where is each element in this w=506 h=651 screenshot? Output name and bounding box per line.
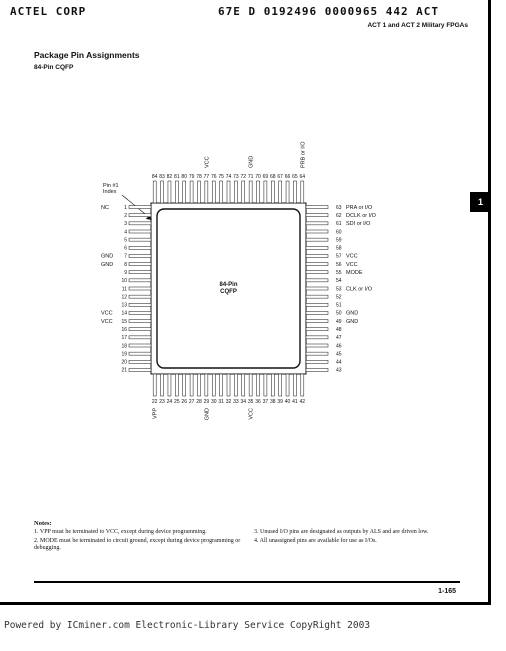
pin-number: 77	[203, 174, 210, 180]
pin-lead	[183, 374, 186, 396]
pin-lead	[129, 311, 151, 314]
pin-number: 18	[121, 343, 127, 350]
pin-number: 15	[121, 318, 127, 325]
pin-lead	[286, 181, 289, 203]
pin-number: 74	[225, 174, 232, 180]
pin-number: 36	[255, 399, 261, 405]
pin-number: 42	[299, 399, 306, 405]
pin-lead	[227, 374, 230, 396]
pin-number: 16	[121, 327, 127, 334]
pin-signal-label: GND	[346, 310, 359, 317]
pin-lead	[129, 238, 151, 241]
pin-lead	[220, 181, 223, 203]
pin-index-label: Pin #1	[103, 183, 119, 189]
pin-number: 53	[336, 286, 342, 293]
pin-number: 76	[210, 174, 217, 180]
page-number: 1-165	[438, 588, 456, 595]
pin-number: 30	[210, 399, 217, 405]
pin-signal-label: VCC	[346, 253, 358, 260]
pin-number: 6	[124, 245, 127, 252]
pin-number: 61	[336, 221, 342, 228]
pin-lead	[234, 181, 237, 203]
header-code: 67E D 0192496 0000965 442 ACT	[218, 5, 440, 18]
pin-signal-label: GND	[346, 318, 359, 325]
pin-lead	[129, 295, 151, 298]
pin-number: 17	[121, 335, 127, 342]
pin-number: 71	[247, 174, 254, 180]
pin-lead	[306, 254, 328, 257]
pin-number: 5	[124, 237, 127, 244]
pin-index-label: Index	[103, 189, 117, 195]
pin-signal-label: CLK or I/O	[346, 286, 372, 293]
pin-lead	[306, 360, 328, 363]
pin-lead	[129, 360, 151, 363]
pin-lead	[301, 374, 304, 396]
pin-number: 75	[218, 174, 224, 180]
pin-number: 81	[174, 174, 180, 180]
pin-lead	[271, 181, 274, 203]
pin-number: 55	[336, 270, 342, 277]
pin-signal-label: VCC	[101, 318, 113, 325]
pin-lead	[129, 328, 151, 331]
pin-lead	[129, 271, 151, 274]
pin-signal-label: MODE	[346, 270, 363, 277]
pin-lead	[306, 344, 328, 347]
pin-signal-label: VCC	[101, 310, 113, 317]
pin-number: 32	[225, 399, 232, 405]
pin-number: 54	[336, 278, 342, 285]
pin-signal-label: VCC	[346, 261, 358, 268]
pin-lead	[220, 374, 223, 396]
pin-lead	[249, 181, 252, 203]
pin-number: 84	[151, 174, 158, 180]
pin-signal-label: GND	[101, 253, 114, 260]
pin-number: 7	[124, 253, 127, 260]
pin-lead	[257, 374, 260, 396]
pin-number: 47	[336, 335, 342, 342]
pin-number: 13	[121, 302, 127, 309]
pin-lead	[306, 368, 328, 371]
pin-lead	[242, 374, 245, 396]
pin-number: 35	[247, 399, 254, 405]
pin-lead	[183, 181, 186, 203]
pin-number: 57	[336, 253, 342, 260]
pin-lead	[129, 230, 151, 233]
pin-signal-label: DCLK or I/O	[346, 213, 376, 220]
pin-lead	[205, 181, 208, 203]
pin-number: 23	[159, 399, 165, 405]
pin-number: 10	[121, 278, 127, 285]
pin-number: 8	[124, 261, 127, 268]
pin-number: 80	[181, 174, 187, 180]
pin-lead	[306, 263, 328, 266]
notes-title: Notes:	[34, 520, 52, 527]
pin-number: 51	[336, 302, 342, 309]
pin-lead	[129, 279, 151, 282]
pin-lead	[306, 279, 328, 282]
pin-lead	[175, 374, 178, 396]
pin-number: 48	[336, 327, 342, 334]
pin-lead	[129, 368, 151, 371]
pin-lead	[306, 238, 328, 241]
pin-number: 68	[270, 174, 276, 180]
pin-number: 73	[233, 174, 239, 180]
pin-number: 2	[124, 213, 127, 220]
pin-lead	[306, 230, 328, 233]
pin-number: 58	[336, 245, 342, 252]
pin-lead	[161, 374, 164, 396]
pin-lead	[306, 222, 328, 225]
pin-signal-label: NC	[101, 204, 109, 211]
pin-number: 69	[262, 174, 269, 180]
pin-number: 60	[336, 229, 342, 236]
pin-number: 26	[181, 399, 187, 405]
pin-lead	[306, 295, 328, 298]
pin-lead	[306, 214, 328, 217]
pin-number: 78	[196, 174, 202, 180]
pin-number: 1	[124, 204, 127, 211]
pin-lead	[286, 374, 289, 396]
pin-lead	[129, 320, 151, 323]
note-2: 2. MODE must be terminated to circuit ground, except during device programming or debugging.	[34, 537, 241, 551]
pin-lead	[212, 181, 215, 203]
pin-lead	[306, 336, 328, 339]
pin-number: 82	[166, 174, 173, 180]
pin-lead	[129, 254, 151, 257]
pin-number: 22	[151, 399, 158, 405]
pin-lead	[306, 328, 328, 331]
pin-lead	[257, 181, 260, 203]
pin-number: 64	[299, 174, 306, 180]
pin-number: 25	[174, 399, 180, 405]
pin-signal-label: SDI or I/O	[346, 221, 371, 228]
footer-copyright: Powered by ICminer.com Electronic-Library Service CopyRight 2003	[4, 620, 371, 631]
pin-lead	[306, 311, 328, 314]
pin-number: 79	[188, 174, 195, 180]
pin-signal-label: GND	[248, 155, 255, 168]
note-1: 1. VPP must be terminated to VCC, except during device programming.	[34, 529, 207, 535]
pin-lead	[197, 181, 200, 203]
pin-number: 20	[121, 359, 127, 366]
pin-lead	[264, 181, 267, 203]
pin-number: 41	[292, 399, 298, 405]
pin-number: 67	[277, 174, 283, 180]
pin-number: 33	[233, 399, 239, 405]
pin-lead	[197, 374, 200, 396]
pin-signal-label: GND	[101, 261, 114, 268]
pin-lead	[306, 352, 328, 355]
note-3: 3. Unused I/O pins are designated as outputs by ALS and are driven low.	[254, 529, 429, 535]
pin-lead	[227, 181, 230, 203]
package-label: 84-Pin	[219, 282, 238, 288]
pin-number: 63	[336, 204, 342, 211]
section-subtitle: 84-Pin CQFP	[34, 64, 74, 71]
pin-lead	[264, 374, 267, 396]
pin-number: 28	[196, 399, 202, 405]
pin-lead	[129, 214, 151, 217]
pin-lead	[306, 320, 328, 323]
pin-signal-label: GND	[204, 408, 211, 421]
pin-number: 44	[336, 359, 342, 366]
header-company: ACTEL CORP	[10, 5, 87, 18]
pin-lead	[249, 374, 252, 396]
pin-lead	[279, 181, 282, 203]
pin-number: 56	[336, 261, 342, 268]
pin-lead	[306, 206, 328, 209]
series-title: ACT 1 and ACT 2 Military FPGAs	[367, 22, 468, 29]
bottom-rule	[34, 581, 460, 583]
pin-number: 66	[284, 174, 291, 180]
pin-lead	[161, 181, 164, 203]
pin-number: 12	[121, 294, 127, 301]
pin-lead	[129, 352, 151, 355]
pin-lead	[279, 374, 282, 396]
pin-number: 3	[124, 221, 127, 228]
pin-number: 11	[121, 286, 127, 293]
chapter-tab: 1	[470, 192, 491, 212]
section-title: Package Pin Assignments	[34, 50, 140, 60]
pin-number: 29	[203, 399, 210, 405]
pin-lead	[129, 336, 151, 339]
pin-lead	[306, 271, 328, 274]
pin-lead	[190, 181, 193, 203]
pin-number: 43	[336, 367, 342, 374]
package-label: CQFP	[220, 289, 237, 295]
pin-number: 83	[159, 174, 165, 180]
pin-lead	[129, 246, 151, 249]
pin-number: 9	[124, 270, 127, 277]
pin-number: 27	[188, 399, 195, 405]
pin-lead	[129, 263, 151, 266]
pin-lead	[175, 181, 178, 203]
pin-lead	[153, 374, 156, 396]
pin-lead	[129, 287, 151, 290]
pin-number: 40	[284, 399, 291, 405]
pin-lead	[129, 206, 151, 209]
pin-number: 24	[166, 399, 173, 405]
pin-number: 4	[124, 229, 127, 236]
pin-lead	[168, 374, 171, 396]
pin-number: 45	[336, 351, 342, 358]
pin-number: 38	[270, 399, 276, 405]
pin-lead	[129, 303, 151, 306]
pin-number: 37	[262, 399, 269, 405]
pin-number: 52	[336, 294, 342, 301]
pin-lead	[205, 374, 208, 396]
pin-number: 19	[121, 351, 127, 358]
pin-number: 70	[255, 174, 261, 180]
pin-signal-label: VCC	[204, 156, 211, 168]
pin-lead	[212, 374, 215, 396]
pin-number: 72	[240, 174, 247, 180]
pin-lead	[168, 181, 171, 203]
pin-number: 49	[336, 318, 342, 325]
pin-signal-label: PRB or I/O	[300, 141, 307, 168]
pin-number: 50	[336, 310, 342, 317]
pin-lead	[190, 374, 193, 396]
pin-lead	[242, 181, 245, 203]
pin-signal-label: PRA or I/O	[346, 204, 373, 211]
note-4: 4. All unassigned pins are available for use as I/Os.	[254, 537, 377, 544]
pin-lead	[306, 287, 328, 290]
pin-lead	[129, 344, 151, 347]
pin-number: 34	[240, 399, 247, 405]
pin-lead	[306, 303, 328, 306]
pin-number: 14	[121, 310, 127, 317]
pin-number: 39	[277, 399, 283, 405]
notes	[34, 520, 474, 554]
pin-number: 62	[336, 213, 342, 220]
pin-lead	[293, 374, 296, 396]
pin-signal-label: VPP	[152, 408, 159, 420]
pin-number: 46	[336, 343, 342, 350]
pin-number: 21	[121, 367, 127, 374]
pin-lead	[129, 222, 151, 225]
pin-lead	[271, 374, 274, 396]
pin-lead	[293, 181, 296, 203]
pin-lead	[153, 181, 156, 203]
pin-lead	[306, 246, 328, 249]
pin-number: 31	[218, 399, 224, 405]
pin-number: 65	[292, 174, 298, 180]
pin-lead	[301, 181, 304, 203]
pin-signal-label: VCC	[248, 408, 255, 420]
pin-lead	[234, 374, 237, 396]
pin-number: 59	[336, 237, 342, 244]
